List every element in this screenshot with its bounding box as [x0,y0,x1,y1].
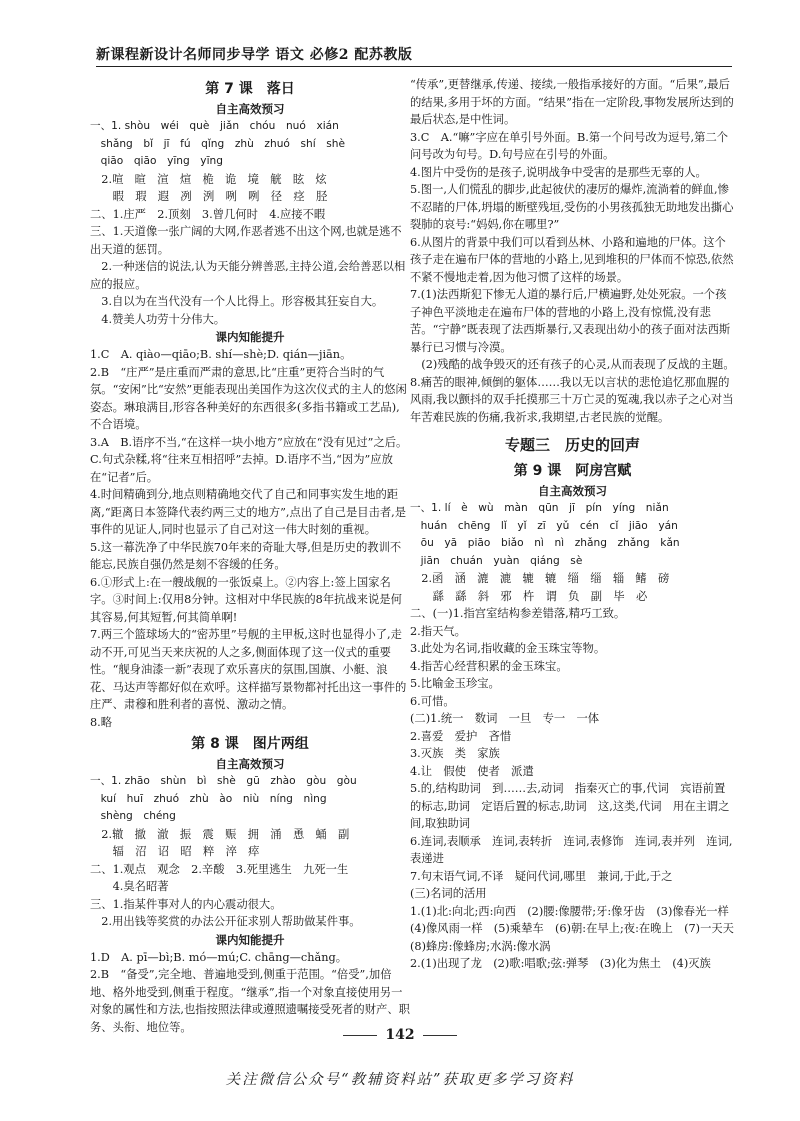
answer-item: 二、1.庄严 2.顶刻 3.曾几何时 4.应接不暇 [90,207,326,221]
section-heading: 自主高效预习 [215,757,285,771]
answer-item: 2.用出钱等奖赏的办法公开征求别人帮助做某件事。 [90,915,361,928]
answer-item: 一、1. shòu wéi què jiǎn chóu nuó xián shǎng bǐ jī fú qǐng zhù zhuó shí shè qiāo qiāo yīng yīng [90,120,345,167]
footer-note: 关注微信公众号“教辅资料站”获取更多学习资料 [225,1072,575,1088]
answer-item: 二、1.观点 观念 2.辛酸 3.死里逃生 九死一生 4.臭名昭著 [90,862,349,893]
left-column [90,76,410,1036]
answer-item: 4.时间精确到分,地点则精确地交代了自己和同事实发生地的距离,“距离日本签降代表约两三丈的地方”,点出了自己是目击者,是事件的见证人,同时也显示了自己对这一伟大时刻的重视。 [90,488,407,536]
answer-item: 2.喧 暄 渲 煊 桅 诡 境 觥 眩 炫 暇 瑕 遐 冽 洌 咧 咧 径 痉 胫 [101,172,328,203]
answer-item: 4.让 假使 使者 派遣 [410,764,534,778]
page-number: 142 [0,1027,800,1043]
answer-item: 一、1. zhāo shùn bì shè gū zhào gòu gòu kuí huī zhuó zhù ào niù níng nìng shèng chéng [90,775,357,822]
section-heading: 自主高效预习 [538,484,607,498]
right-column [410,76,746,973]
lesson-8-title: 第 8 课 图片两组 [191,736,309,752]
answer-item: “传承”,更替继承,传递、接续,一般指承接好的方面。“后果”,最后的结果,多用于坏的方面。“结果”指在一定阶段,事物发展所达到的最后状态,是中性词。 [410,78,734,126]
section-heading: 课内知能提升 [215,330,285,344]
answer-item: 3.灭族 类 家族 [410,747,500,760]
answer-item: 7.两三个篮球场大的“密苏里”号舰的主甲板,这时也显得小了,走动不开,可见当天来庆祝的人之多,侧面体现了这一仪式的重要性。“舰身油漆一新”表现了欢乐喜庆的氛围,国旗、小艇、浪花、马达声等都好似在欢呼。这样描写景物都衬托出这一事件的庄严、肃穆和胜利者的喜悦、激动之情。 [90,628,407,711]
answer-item: 2.B “备受”,完全地、普遍地受到,侧重于范围。“倍受”,加倍地、格外地受到,侧重于程度。“继承”,指一个对象直接使用另一对象的属性和方法,也指按照法律或遵照遗嘱接受死者的财产、职务、头衔、地位等。 [90,968,410,1034]
answer-item: 6.可惜。 [410,694,455,708]
answer-item: 3.C A.“嘛”字应在单引号外面。B.第一个问号改为逗号,第二个问号改为句号。D.句号应在引号的外面。 [410,130,729,161]
answer-item: 2.喜爱 爱护 吝惜 [410,729,512,743]
answer-item: (三)名词的活用 [410,887,487,900]
answer-item: 2.辙 撤 澈 振 震 赈 拥 涌 恿 蛹 副 辐 沼 诏 昭 粹 淬 瘁 [101,827,350,858]
answer-item: 三、1.天道像一张广阔的大网,作恶者逃不出这个网,也就是逃不出天道的惩罚。 [90,225,402,256]
answer-item: 8.痛苦的眼神,倾倒的躯体……我以无以言状的悲怆追忆那血腥的风雨,我以颤抖的双手托摸那三十万亡灵的冤魂,我以赤子之心对当年苦难民族的伤痛,我祈求,我期望,古老民族的觉醒。 [410,375,734,424]
header-rule [96,66,732,67]
page-header: 新课程新设计名师同步导学 语文 必修2 配苏教版 [96,47,413,63]
section-heading: 自主高效预习 [215,102,285,116]
answer-item: 4.图片中受伤的是孩子,说明战争中受害的是那些无辜的人。 [410,165,707,179]
answer-item: 5.这一幕洗净了中华民族70年来的奇耻大辱,但是历史的教训不能忘,民族自强仍然是刻不容缓的任务。 [90,540,402,571]
answer-item: 2.函 涵 漉 漉 辘 辘 缁 缁 辎 鳍 磅 繇 繇 斜 邪 杵 谓 负 副 毕 必 [421,572,670,603]
answer-item: 二、(一)1.指宫室结构参差错落,精巧工致。 [410,607,626,620]
answer-item: (二)1.统一 数词 一旦 专一 一体 [410,712,600,725]
answer-item: 4.指苦心经营积累的金玉珠宝。 [410,659,568,673]
answer-item: 6.①形式上:在一艘战舰的一张饭桌上。②内容上:签上国家名字。③时间上:仅用8分钟。这相对中华民族的8年抗战来说是何其容易,何其短暂,何其简单啊! [90,575,402,624]
answer-item: 7.句末语气词,不译 疑问代词,哪里 兼词,于此,于之 [410,869,673,883]
answer-item: 一、1. lí è wù màn qūn jī pín yíng niǎn huán chēng lǐ yǐ zī yǔ cén cǐ jiāo yán ōu yā piāo biǎo nì nì zhǎng zhǎng kǎn jiān chuán yuàn qiáng sè [410,502,680,567]
answer-item: 2.(1)出现了龙 (2)歌:唱歌;弦:弹琴 (3)化为焦土 (4)灭族 [410,957,711,970]
answer-item: 5.的,结构助词 到……去,动词 指秦灭亡的事,代词 宾语前置的标志,助词 定语后置的标志,助词 这,这类,代词 用在主谓之间,取独助词 [410,782,730,830]
answer-item: 7.(1)法西斯犯下惨无人道的暴行后,尸横遍野,处处死寂。一个孩子神色平淡地走在遍布尸体的营地的小路上,没有惊慌,没有悲苦。“宁静”既表现了法西斯暴行,又表现出幼小的孩子面对法西斯暴行已习惯与冷漠。 [410,288,731,354]
section-heading: 课内知能提升 [215,932,285,947]
answer-item: 1.(1)北:向北;西:向西 (2)腰:像腰带;牙:像牙齿 (3)像春光一样 (4)像风雨一样 (5)乘辇车 (6)朝:在早上;夜:在晚上 (7)一天天 (8)蜂房:像蜂房;水涡:像水涡 [410,904,746,953]
answer-item: 8.略 [90,715,113,729]
answer-item: (2)残酷的战争毁灭的还有孩子的心灵,从而表现了反战的主题。 [410,358,735,371]
lesson-7-title: 第 7 课 落日 [205,81,295,97]
answer-item: 3.自以为在当代没有一个人比得上。形容极其狂妄自大。 [90,295,384,308]
answer-item: 2.指天气。 [410,624,466,638]
answer-item: 1.D A. pī—bì;B. mó—mú;C. chāng—chǎng。 [90,950,348,964]
answer-item: 三、1.指某件事对人的内心震动很大。 [90,897,282,911]
answer-item: 5.图一,人们慌乱的脚步,此起彼伏的凄厉的爆炸,流淌着的鲜血,惨不忍睹的尸体,坍塌的断壁残垣,受伤的小男孩孤独无助地发出撕心裂肺的哀号:“妈妈,你在哪里?” [410,183,734,231]
answer-item: 6.连词,表顺承 连词,表转折 连词,表修饰 连词,表并列 连词,表递进 [410,834,733,865]
answer-item: 6.从图片的背景中我们可以看到丛林、小路和遍地的尸体。这个孩子走在遍布尸体的营地的小路上,见到堆积的尸体而不惊恐,依然不紧不慢地走着,因为他习惯了这样的场景。 [410,235,734,284]
answer-item: 4.赞美人功劳十分伟大。 [90,312,226,326]
answer-item: 1.C A. qiào—qiāo;B. shí—shè;D. qián—jiān。 [90,348,352,361]
lesson-9-title: 第 9 课 阿房宫赋 [513,463,632,479]
topic-3-title: 专题三 历史的回声 [504,436,640,454]
answer-item: 5.比喻金玉珍宝。 [410,677,500,690]
answer-item: 2.一种迷信的说法,认为天能分辨善恶,主持公道,会给善恶以相应的报应。 [90,260,406,291]
answer-item: 3.此处为名词,指收藏的金玉珠宝等物。 [410,642,606,655]
answer-item: 3.A B.语序不当,“在这样一块小地方”应放在“没有见过”之后。C.句式杂糅,将“往来互相招呼”去掉。D.语序不当,“因为”应放在“记者”后。 [90,435,408,484]
answer-item: 2.B “庄严”是庄重而严肃的意思,比“庄重”更符合当时的气氛。“安闲”比“安然”更能表现出美国作为这次仪式的主人的悠闲姿态。琳琅满目,形容各种美好的东西很多(多指书籍或工艺品),不合语境。 [90,365,407,431]
